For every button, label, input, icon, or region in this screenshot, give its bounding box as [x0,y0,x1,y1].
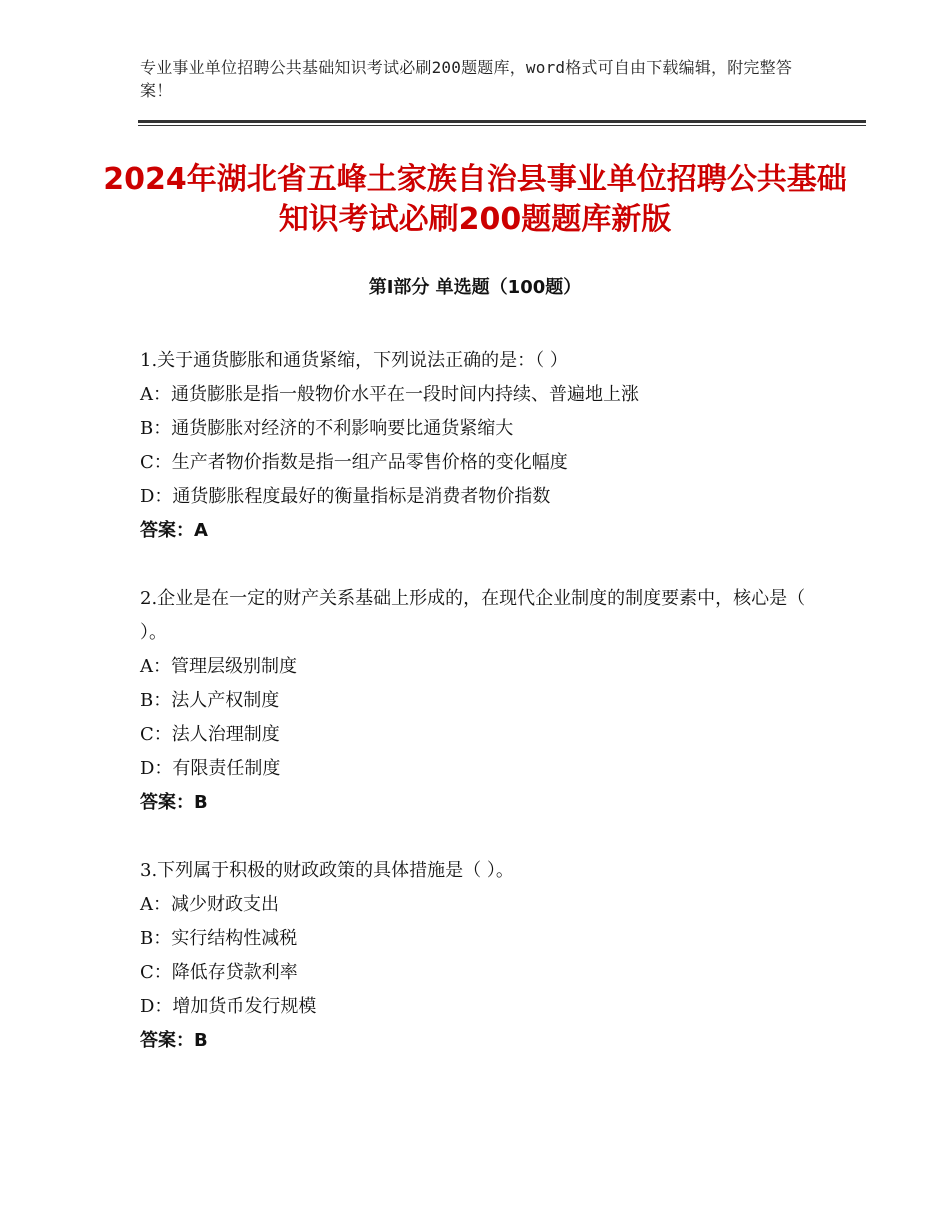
option-c: C：法人治理制度 [140,724,280,745]
answer-label: 答案：B [140,1030,208,1051]
option-b: B：通货膨胀对经济的不利影响要比通货紧缩大 [140,418,514,439]
question-3 [140,854,820,1058]
option-a: A：减少财政支出 [140,894,279,915]
option-c: C：降低存贷款利率 [140,962,298,983]
question-stem: 3.下列属于积极的财政政策的具体措施是（ ）。 [140,860,514,881]
answer-label: 答案：B [140,792,208,813]
option-d: D：有限责任制度 [140,758,281,779]
option-d: D：通货膨胀程度最好的衡量指标是消费者物价指数 [140,486,551,507]
question-2 [140,582,820,820]
option-d: D：增加货币发行规模 [140,996,317,1017]
header-note: 专业事业单位招聘公共基础知识考试必刷200题题库，word格式可自由下载编辑，附完整答案！ [140,58,793,100]
option-a: A：通货膨胀是指一般物价水平在一段时间内持续、普遍地上涨 [140,384,639,405]
document-title: 2024年湖北省五峰土家族自治县事业单位招聘公共基础知识考试必刷200题题库新版 [103,162,847,237]
question-1 [140,344,820,548]
section-title: 第Ⅰ部分 单选题（100题） [368,277,582,298]
option-a: A：管理层级别制度 [140,656,297,677]
question-stem: 1.关于通货膨胀和通货紧缩，下列说法正确的是：（ ） [140,350,568,371]
option-b: B：实行结构性减税 [140,928,298,949]
question-stem: 2.企业是在一定的财产关系基础上形成的，在现代企业制度的制度要素中，核心是（ ）。 [140,588,806,643]
header-divider-thick [138,120,866,123]
answer-label: 答案：A [140,520,208,541]
header-divider-thin [138,125,866,126]
option-c: C：生产者物价指数是指一组产品零售价格的变化幅度 [140,452,568,473]
option-b: B：法人产权制度 [140,690,280,711]
question-list [140,344,820,1092]
